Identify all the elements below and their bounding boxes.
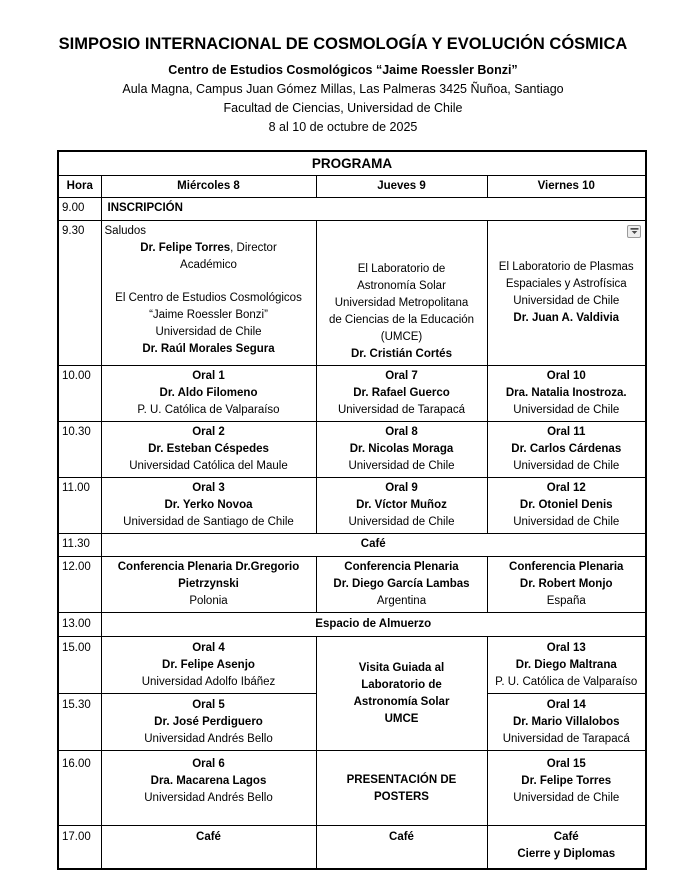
session-cell: [487, 365, 646, 421]
session-affiliation: Universidad de Chile: [513, 515, 620, 528]
speaker-name: Dr. Cristián Cortés: [351, 347, 452, 360]
org-line: Universidad de Chile: [513, 294, 620, 307]
column-header-thursday: Jueves 9: [316, 175, 487, 197]
visita-guiada-cell: [316, 636, 487, 750]
session-speaker: Dr. Yerko Novoa: [164, 498, 253, 511]
org-line: El Centro de Estudios Cosmológicos: [115, 291, 302, 304]
org-line: Astronomía Solar: [357, 279, 446, 292]
session-affiliation: Universidad Católica del Maule: [129, 459, 288, 472]
time-cell: 10.30: [58, 421, 101, 477]
lab-plasmas-cell: [487, 220, 646, 365]
cierre-label: Cierre y Diplomas: [517, 847, 616, 860]
row-1130: [58, 533, 646, 556]
session-affiliation: Universidad de Tarapacá: [502, 732, 630, 745]
visita-line: Laboratorio de: [361, 678, 442, 691]
almuerzo-cell: Espacio de Almuerzo: [101, 612, 646, 636]
speaker-line: [105, 240, 313, 257]
time-cell: 12.00: [58, 556, 101, 612]
posters-line: PRESENTACIÓN DE: [346, 774, 457, 786]
session-cell: [101, 750, 316, 825]
row-1200: [58, 556, 646, 612]
table-caption-row: [58, 151, 646, 175]
doc-subtitle: Centro de Estudios Cosmológicos “Jaime Roessler Bonzi”: [168, 63, 518, 77]
session-cell: [101, 477, 316, 533]
time-cell: 13.00: [58, 612, 101, 636]
org-line: de Ciencias de la Educación: [328, 313, 475, 326]
session-title: Conferencia Plenaria: [509, 560, 624, 573]
org-line: El Laboratorio de Plasmas: [498, 260, 634, 273]
cafe-label: Café: [553, 830, 579, 843]
speaker-name: Dr. Raúl Morales Segura: [142, 342, 275, 355]
lab-astronomia-cell: [316, 220, 487, 365]
saludos-label: Saludos: [104, 224, 147, 237]
session-title: Oral 3: [192, 481, 225, 494]
session-title: Oral 10: [546, 369, 586, 382]
cafe-cell: Café: [101, 825, 316, 869]
time-cell: 11.00: [58, 477, 101, 533]
doc-title: SIMPOSIO INTERNACIONAL DE COSMOLOGÍA Y EVOLUCIÓN CÓSMICA: [58, 35, 628, 53]
inscripcion-cell: INSCRIPCIÓN: [101, 197, 646, 220]
org-line: Universidad de Chile: [155, 325, 262, 338]
session-affiliation: Universidad de Chile: [513, 791, 620, 804]
session-title: Oral 11: [547, 425, 586, 438]
session-affiliation: Universidad de Chile: [348, 515, 455, 528]
doc-venue: Aula Magna, Campus Juan Gómez Millas, Las Palmeras 3425 Ñuñoa, Santiago: [122, 82, 564, 96]
session-title-cont: Pietrzynski: [178, 577, 239, 590]
session-speaker: Dra. Natalia Inostroza.: [505, 386, 627, 399]
session-speaker: Dr. Mario Villalobos: [512, 715, 620, 728]
session-affiliation: Argentina: [376, 594, 427, 607]
saludos-cell: [101, 220, 316, 365]
speaker-name: Dr. Felipe Torres: [140, 241, 231, 254]
session-cell: [101, 693, 316, 750]
session-speaker: Dr. Víctor Muñoz: [356, 498, 447, 511]
session-speaker: Dr. Robert Monjo: [519, 577, 613, 590]
row-1600: [58, 750, 646, 825]
session-speaker: Dr. Rafael Guerco: [353, 386, 450, 399]
session-cell: [101, 636, 316, 693]
session-title: Oral 8: [385, 425, 418, 438]
dropdown-arrow-icon[interactable]: [627, 225, 641, 238]
time-cell: 10.00: [58, 365, 101, 421]
session-affiliation: Universidad Andrés Bello: [144, 791, 273, 804]
posters-cell: [316, 750, 487, 825]
session-speaker: Dr. Carlos Cárdenas: [511, 442, 622, 455]
plenaria-cell: [316, 556, 487, 612]
session-title: Oral 12: [546, 481, 586, 494]
session-title: Oral 4: [192, 641, 225, 654]
session-speaker: Dr. Diego García Lambas: [333, 577, 470, 590]
doc-dates: 8 al 10 de octubre de 2025: [268, 120, 418, 134]
time-cell: 9.30: [58, 220, 101, 365]
session-cell: [487, 421, 646, 477]
org-line: (UMCE): [380, 330, 423, 343]
session-title: Oral 13: [546, 641, 586, 654]
row-1500: [58, 636, 646, 693]
table-header-row: [58, 175, 646, 197]
session-affiliation: Universidad de Santiago de Chile: [123, 515, 294, 528]
session-speaker: Dr. Esteban Céspedes: [148, 442, 269, 455]
session-affiliation: Universidad Adolfo Ibáñez: [141, 675, 276, 688]
session-affiliation: Universidad de Tarapacá: [337, 403, 465, 416]
row-0900: [58, 197, 646, 220]
session-affiliation: P. U. Católica de Valparaíso: [137, 403, 280, 416]
session-affiliation: Universidad de Chile: [513, 403, 620, 416]
row-1030: [58, 421, 646, 477]
org-line: Universidad Metropolitana: [334, 296, 469, 309]
time-cell: 15.00: [58, 636, 101, 693]
session-cell: [487, 636, 646, 693]
column-header-hora: Hora: [58, 175, 101, 197]
session-cell: [101, 365, 316, 421]
session-affiliation: Universidad de Chile: [348, 459, 455, 472]
session-cell: [101, 421, 316, 477]
speaker-role-cont: Académico: [180, 258, 237, 271]
visita-line: Visita Guiada al: [358, 661, 445, 674]
session-title: Conferencia Plenaria: [344, 560, 459, 573]
cafe-cell: Café: [101, 533, 646, 556]
row-1000: [58, 365, 646, 421]
cafe-cell: Café: [316, 825, 487, 869]
session-affiliation: P. U. Católica de Valparaíso: [495, 675, 638, 688]
table-caption: PROGRAMA: [58, 151, 646, 175]
plenaria-cell: [487, 556, 646, 612]
doc-faculty: Facultad de Ciencias, Universidad de Chile: [223, 101, 463, 115]
session-title: Oral 9: [385, 481, 418, 494]
row-1100: [58, 477, 646, 533]
plenaria-cell: [101, 556, 316, 612]
blank-line: [105, 274, 313, 290]
session-title: Oral 1: [192, 369, 225, 382]
program-table: [57, 150, 647, 870]
row-1300: [58, 612, 646, 636]
session-speaker: Dr. Aldo Filomeno: [159, 386, 258, 399]
cafe-cierre-cell: [487, 825, 646, 869]
posters-line: POSTERS: [374, 791, 429, 803]
org-line: El Laboratorio de: [357, 262, 446, 275]
time-cell: 15.30: [58, 693, 101, 750]
session-speaker: Dr. Diego Maltrana: [515, 658, 617, 671]
session-speaker: Dr. Otoniel Denis: [519, 498, 613, 511]
session-speaker: Dr. Nicolas Moraga: [349, 442, 454, 455]
speaker-name: Dr. Juan A. Valdivia: [513, 311, 620, 324]
time-cell: 16.00: [58, 750, 101, 825]
session-title: Oral 5: [192, 698, 225, 711]
org-line: Espaciales y Astrofísica: [505, 277, 627, 290]
speaker-role: , Director: [230, 241, 277, 254]
session-speaker: Dra. Macarena Lagos: [150, 774, 267, 787]
session-affiliation: Polonia: [189, 594, 228, 607]
session-title: Oral 2: [192, 425, 225, 438]
session-cell: [316, 421, 487, 477]
session-cell: [487, 750, 646, 825]
session-title: Oral 7: [385, 369, 418, 382]
session-speaker: Dr. Felipe Asenjo: [162, 658, 255, 671]
session-title: Oral 14: [546, 698, 586, 711]
row-0930: [58, 220, 646, 365]
time-cell: 9.00: [58, 197, 101, 220]
session-speaker: Dr. José Perdiguero: [154, 715, 263, 728]
column-header-friday: Viernes 10: [487, 175, 646, 197]
session-title: Oral 6: [192, 757, 225, 770]
session-title: Conferencia Plenaria Dr.Gregorio: [117, 560, 300, 573]
time-cell: 17.00: [58, 825, 101, 869]
session-speaker: Dr. Felipe Torres: [521, 774, 612, 787]
session-cell: [487, 477, 646, 533]
session-affiliation: España: [546, 594, 586, 607]
session-title: Oral 15: [546, 757, 586, 770]
document-header: [0, 0, 686, 137]
session-cell: [316, 365, 487, 421]
row-1700: [58, 825, 646, 869]
session-cell: [316, 477, 487, 533]
session-affiliation: Universidad Andrés Bello: [144, 732, 273, 745]
time-cell: 11.30: [58, 533, 101, 556]
org-line: “Jaime Roessler Bonzi”: [149, 308, 268, 321]
visita-line: UMCE: [384, 712, 419, 725]
column-header-wednesday: Miércoles 8: [101, 175, 316, 197]
dropdown-arrow-glyph: [630, 227, 639, 235]
session-cell: [487, 693, 646, 750]
session-affiliation: Universidad de Chile: [513, 459, 620, 472]
visita-line: Astronomía Solar: [353, 695, 450, 708]
